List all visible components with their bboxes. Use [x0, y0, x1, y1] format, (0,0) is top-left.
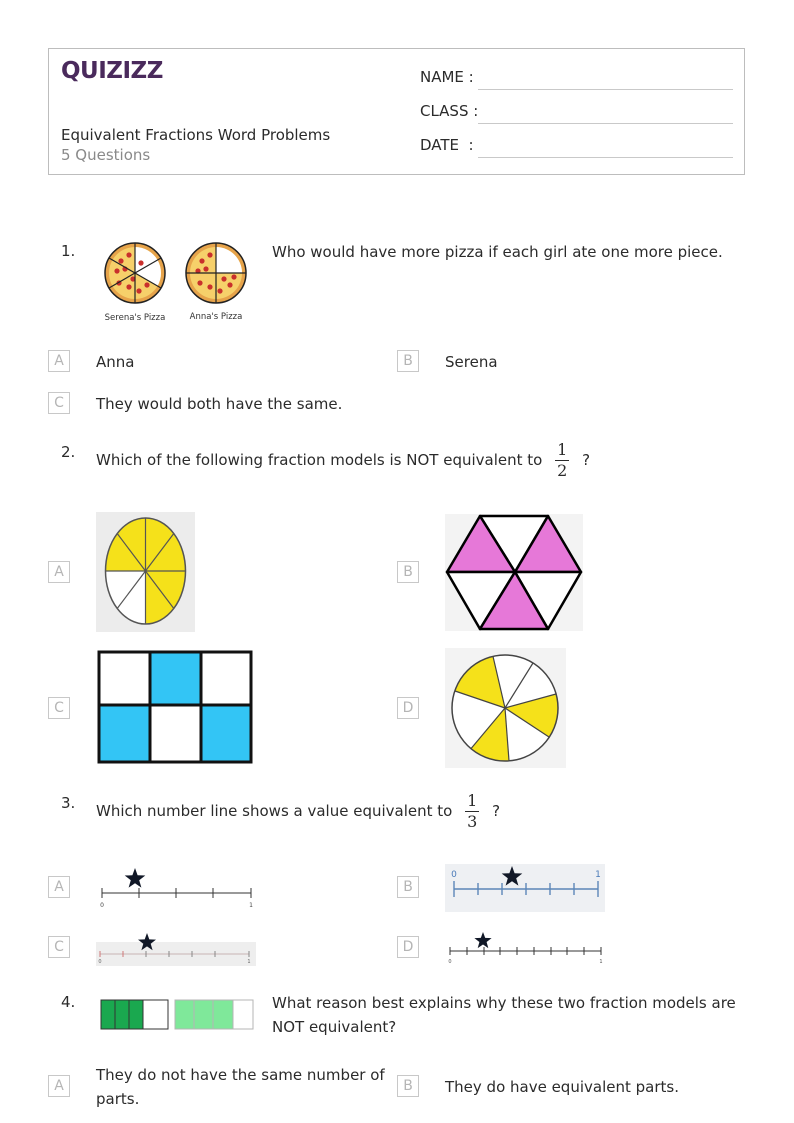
option-b-box[interactable]: B	[397, 1075, 419, 1097]
question-text	[96, 440, 716, 481]
date-label: DATE :	[420, 136, 474, 154]
pizza-image	[100, 240, 255, 326]
tick-label-1: 1	[599, 959, 603, 965]
option-b-box[interactable]: B	[397, 561, 419, 583]
tick-label-0: 0	[448, 959, 452, 965]
class-input-line[interactable]	[478, 123, 733, 124]
tick-label-0: 0	[100, 902, 104, 909]
fraction-one-third: $\frac{1}{3}$	[467, 791, 478, 831]
quizizz-logo: QUIZIZZ	[61, 58, 163, 84]
question-number: 3.	[61, 794, 76, 812]
serena-caption: Serena's Pizza	[104, 313, 166, 323]
option-b-text[interactable]: They do have equivalent parts.	[445, 1078, 679, 1096]
number-line-b[interactable]	[445, 864, 605, 912]
question-count: 5 Questions	[61, 146, 151, 164]
option-a-box[interactable]: A	[48, 561, 70, 583]
question-text	[96, 791, 716, 832]
question-text-main: Which of the following fraction models is NOT equivalent to	[96, 451, 543, 469]
fraction-one-half: $\frac{1}{2}$	[557, 440, 568, 480]
bar-fraction-models	[100, 998, 255, 1031]
option-a-box[interactable]: A	[48, 350, 70, 372]
question-text: What reason best explains why these two fraction models are NOT equivalent?	[272, 994, 736, 1036]
option-c-box[interactable]: C	[48, 392, 70, 414]
tick-label-0: 0	[98, 959, 102, 965]
option-c-text[interactable]: They would both have the same.	[96, 395, 343, 413]
question-mark: ?	[582, 451, 591, 469]
option-b-box[interactable]: B	[397, 350, 419, 372]
option-d-box[interactable]: D	[397, 936, 419, 958]
name-input-line[interactable]	[478, 89, 733, 90]
option-a-text[interactable]: They do not have the same number of parts.	[96, 1066, 385, 1108]
hexagon-triangles-model[interactable]	[445, 514, 583, 631]
tick-label-1: 1	[595, 870, 601, 880]
option-a-box[interactable]: A	[48, 1075, 70, 1097]
class-label: CLASS :	[420, 102, 479, 120]
circle-sevenths-model[interactable]	[445, 648, 566, 768]
rectangle-sixths-model[interactable]	[96, 649, 254, 765]
name-label: NAME :	[420, 68, 474, 86]
option-b-text[interactable]: Serena	[445, 353, 498, 371]
option-a-text[interactable]: Anna	[96, 353, 135, 371]
question-number: 1.	[61, 242, 76, 260]
number-line-d[interactable]	[445, 930, 605, 968]
option-c-box[interactable]: C	[48, 936, 70, 958]
worksheet-title: Equivalent Fractions Word Problems	[61, 126, 331, 144]
option-c-box[interactable]: C	[48, 697, 70, 719]
question-text: Who would have more pizza if each girl ate one more piece.	[272, 243, 723, 261]
tick-label-1: 1	[249, 902, 253, 909]
question-number: 4.	[61, 993, 76, 1011]
option-a-box[interactable]: A	[48, 876, 70, 898]
tick-label-1: 1	[247, 959, 251, 965]
option-b-box[interactable]: B	[397, 876, 419, 898]
question-number: 2.	[61, 443, 76, 461]
question-mark: ?	[492, 802, 501, 820]
anna-caption: Anna's Pizza	[189, 312, 243, 322]
question-text-main: Which number line shows a value equivalent to	[96, 802, 453, 820]
oval-eighths-model[interactable]	[96, 512, 195, 632]
number-line-c[interactable]	[96, 930, 256, 968]
tick-label-0: 0	[451, 870, 457, 880]
number-line-a[interactable]	[96, 864, 256, 910]
date-input-line[interactable]	[478, 157, 733, 158]
option-d-box[interactable]: D	[397, 697, 419, 719]
